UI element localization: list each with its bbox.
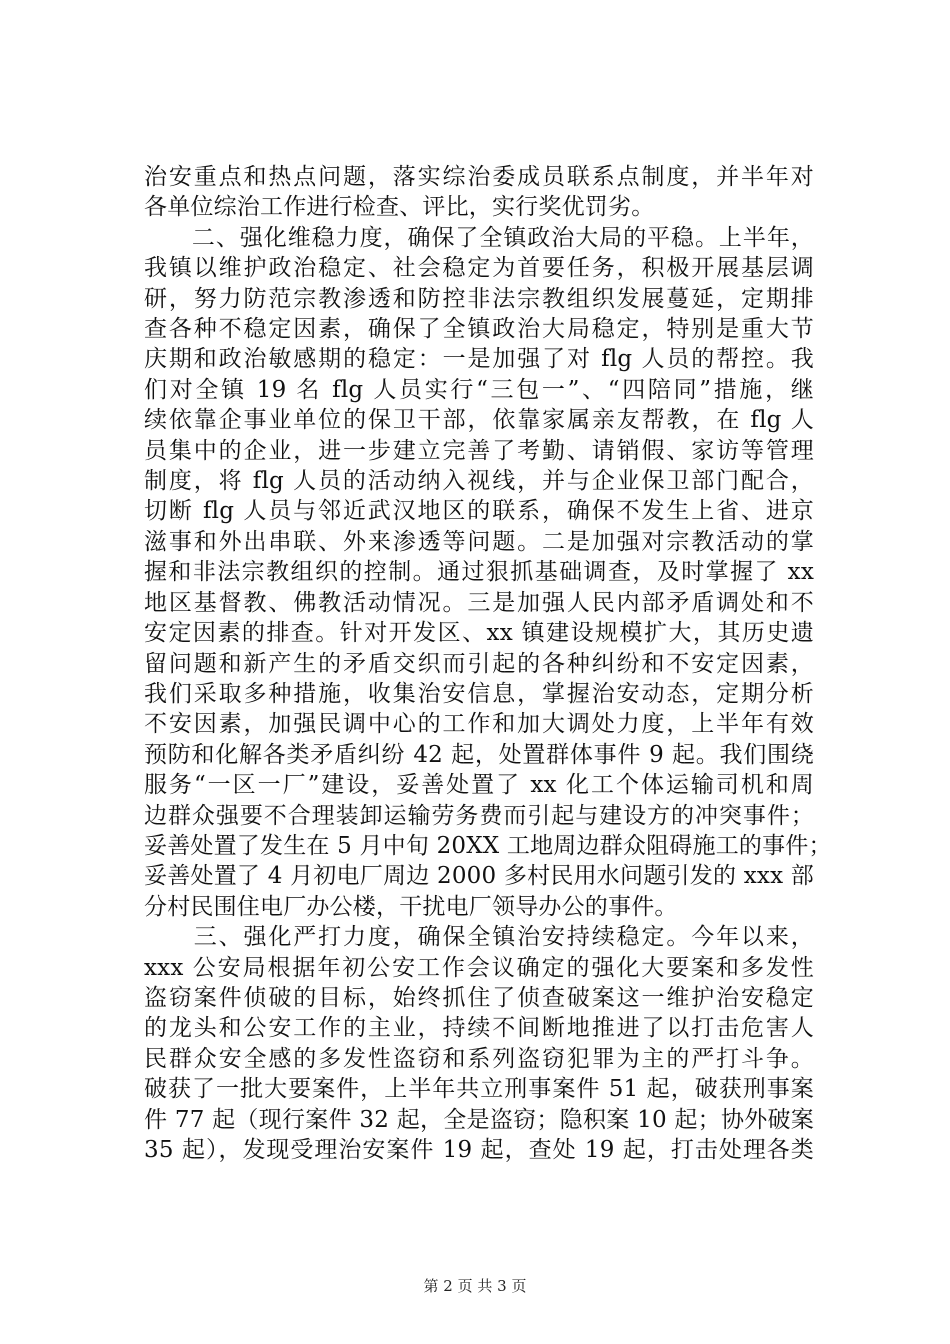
text-line: 安定因素的排查。针对开发区、xx 镇建设规模扩大，其历史遗 xyxy=(144,620,814,647)
document-body xyxy=(144,162,832,1165)
text-line: 二、强化维稳力度，确保了全镇政治大局的平稳。上半年， xyxy=(144,224,814,251)
text-line: 妥善处置了 4 月初电厂周边 2000 多村民用水问题引发的 xxx 部 xyxy=(144,863,814,890)
text-line: 边群众强要不合理装卸运输劳务费而引起与建设方的冲突事件； xyxy=(144,802,814,829)
text-line: 握和非法宗教组织的控制。通过狠抓基础调查，及时掌握了 xx xyxy=(144,559,814,586)
text-line: 研，努力防范宗教渗透和防控非法宗教组织发展蔓延，定期排 xyxy=(144,285,814,312)
text-line: 破获了一批大要案件，上半年共立刑事案件 51 起，破获刑事案 xyxy=(144,1076,814,1103)
text-line: 不安因素，加强民调中心的工作和加大调处力度，上半年有效 xyxy=(144,711,814,738)
text-line: 分村民围住电厂办公楼，干扰电厂领导办公的事件。 xyxy=(144,893,678,920)
text-line: 的龙头和公安工作的主业，持续不间断地推进了以打击危害人 xyxy=(144,1015,814,1042)
text-line: 留问题和新产生的矛盾交织而引起的各种纠纷和不安定因素， xyxy=(144,650,814,677)
text-line: 服务“一区一厂”建设，妥善处置了 xx 化工个体运输司机和周 xyxy=(144,772,814,799)
text-line: 盗窃案件侦破的目标，始终抓住了侦查破案这一维护治安稳定 xyxy=(144,984,814,1011)
text-line: xxx 公安局根据年初公安工作会议确定的强化大要案和多发性 xyxy=(144,954,814,981)
text-line: 三、强化严打力度，确保全镇治安持续稳定。今年以来， xyxy=(144,924,814,951)
text-line: 员集中的企业，进一步建立完善了考勤、请销假、家访等管理 xyxy=(144,437,814,464)
text-line: 查各种不稳定因素，确保了全镇政治大局稳定，特别是重大节 xyxy=(144,316,814,343)
text-line: 我们采取多种措施，收集治安信息，掌握治安动态，定期分析 xyxy=(144,680,814,707)
text-line: 制度，将 flg 人员的活动纳入视线，并与企业保卫部门配合， xyxy=(144,468,814,495)
page-footer: 第 2 页 共 3 页 xyxy=(423,1277,527,1295)
text-line: 庆期和政治敏感期的稳定：一是加强了对 flg 人员的帮控。我 xyxy=(144,346,814,373)
text-line: 们对全镇 19 名 flg 人员实行“三包一”、“四陪同”措施，继 xyxy=(144,376,814,403)
text-line: 预防和化解各类矛盾纠纷 42 起，处置群体事件 9 起。我们围绕 xyxy=(144,741,814,768)
text-line: 切断 flg 人员与邻近武汉地区的联系，确保不发生上省、进京 xyxy=(144,498,814,525)
text-line: 续依靠企事业单位的保卫干部，依靠家属亲友帮教，在 flg 人 xyxy=(144,407,814,434)
text-line: 滋事和外出串联、外来渗透等问题。二是加强对宗教活动的掌 xyxy=(144,528,814,555)
text-line: 地区基督教、佛教活动情况。三是加强人民内部矛盾调处和不 xyxy=(144,589,814,616)
text-line: 治安重点和热点问题，落实综治委成员联系点制度，并半年对 xyxy=(144,164,814,190)
text-line: 民群众安全感的多发性盗窃和系列盗窃犯罪为主的严打斗争。 xyxy=(144,1045,814,1072)
text-line: 妥善处置了发生在 5 月中旬 20XX 工地周边群众阻碍施工的事件； xyxy=(144,832,832,859)
text-line: 35 起），发现受理治安案件 19 起，查处 19 起，打击处理各类 xyxy=(144,1137,814,1163)
text-line: 各单位综治工作进行检查、评比，实行奖优罚劣。 xyxy=(144,194,655,221)
text-line: 我镇以维护政治稳定、社会稳定为首要任务，积极开展基层调 xyxy=(144,255,814,282)
text-line: 件 77 起（现行案件 32 起，全是盗窃；隐积案 10 起；协外破案 xyxy=(144,1106,814,1133)
